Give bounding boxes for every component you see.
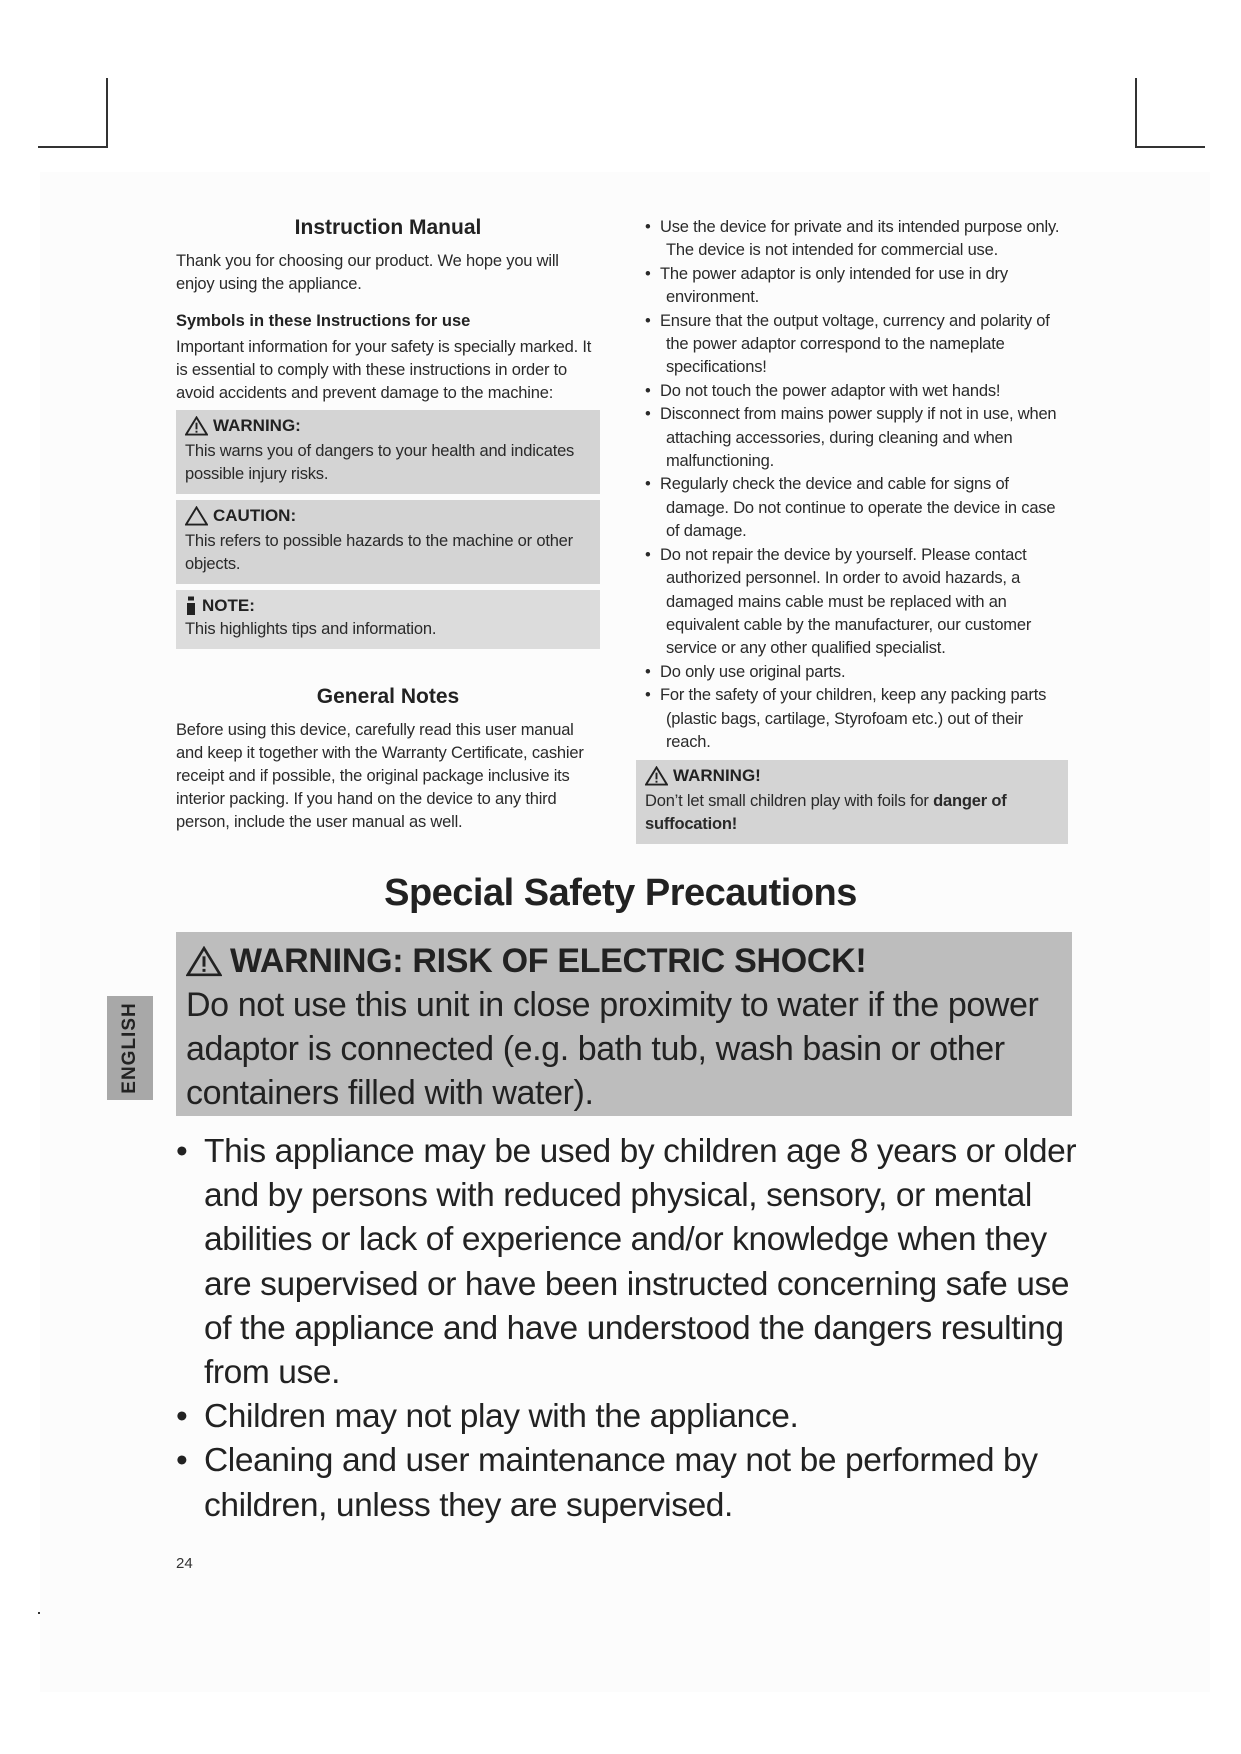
list-item: • Do not touch the power adaptor with wet hands! xyxy=(636,380,1068,403)
list-item: • For the safety of your children, keep any packing parts (plastic bags, cartilage, Styrofoam etc.) out of their reach. xyxy=(636,684,1068,754)
list-item: • Regularly check the device and cable for signs of damage. Do not continue to operate the device in case of damage. xyxy=(636,473,1068,543)
list-item-text: This appliance may be used by children age 8 years or older and by persons with reduced physical, sensory, or mental abilities or lack of experience and/or knowledge when they are supervised or have been instructed concerning safe use of the appliance and have understood the dangers resulting from use. xyxy=(204,1133,1077,1392)
list-item: • Do only use original parts. xyxy=(636,661,1068,684)
list-item xyxy=(176,1130,1096,1395)
crop-mark xyxy=(1135,78,1137,148)
warning-triangle-icon xyxy=(645,766,668,786)
bullet-dot: • xyxy=(176,1442,188,1480)
caution-triangle-icon xyxy=(185,506,208,526)
warning-box-head xyxy=(185,416,591,436)
list-item: • The power adaptor is only intended for use in dry environment. xyxy=(636,263,1068,310)
general-notes-text: Before using this device, carefully read this user manual and keep it together with the Warranty Certificate, cashier receipt and if possible, the original package inclusive its interior packing. If you hand on the device to any third person, include the user manual as well. xyxy=(176,721,584,831)
electric-shock-warning-box xyxy=(176,932,1072,1116)
list-item: • Use the device for private and its intended purpose only. The device is not intended for commercial use. xyxy=(636,216,1068,263)
children-safety-list xyxy=(176,1130,1096,1528)
note-box-text: This highlights tips and information. xyxy=(185,620,437,638)
electric-shock-warning-head xyxy=(186,942,1062,981)
caution-box-label: CAUTION: xyxy=(213,506,297,525)
suffocation-warning-text-plain: Don’t let small children play with foils for xyxy=(645,792,934,811)
warning-box-text: This warns you of dangers to your health and indicates possible injury risks. xyxy=(185,442,575,483)
warning-triangle-icon xyxy=(185,416,208,436)
symbols-text: Important information for your safety is specially marked. It is essential to comply with these instructions in order to avoid accidents and prevent damage to the machine: xyxy=(176,338,592,402)
list-item: • Disconnect from mains power supply if not in use, when attaching accessories, during cleaning and when malfunctioning. xyxy=(636,403,1068,473)
caution-box-text: This refers to possible hazards to the machine or other objects. xyxy=(185,532,573,573)
suffocation-warning-box xyxy=(636,760,1068,844)
page-number: 24 xyxy=(176,1555,193,1572)
special-safety-title: Special Safety Precautions xyxy=(384,872,857,914)
caution-box-head xyxy=(185,506,591,526)
suffocation-warning-head xyxy=(645,766,1059,786)
warning-box-label: WARNING: xyxy=(213,416,301,435)
warning-box xyxy=(176,410,600,494)
crop-mark xyxy=(38,146,108,148)
list-item xyxy=(176,1395,1096,1439)
safety-bullet-list xyxy=(636,216,1068,754)
suffocation-warning-text xyxy=(645,790,1059,836)
general-notes-title: General Notes xyxy=(316,685,460,708)
language-tab xyxy=(107,996,153,1100)
info-icon xyxy=(185,596,197,616)
symbols-heading: Symbols in these Instructions for use xyxy=(176,312,471,330)
note-box-label: NOTE: xyxy=(202,596,255,615)
note-box xyxy=(176,590,600,649)
right-column xyxy=(636,216,1068,844)
electric-shock-warning-text: Do not use this unit in close proximity to water if the power adaptor is connected (e.g. bath tub, wash basin or other containers filled with water). xyxy=(186,986,1039,1112)
suffocation-warning-label: WARNING! xyxy=(673,766,761,786)
suffocation-warning-text-bold: danger of suffocation! xyxy=(645,792,1007,834)
crop-mark xyxy=(1135,146,1205,148)
bullet-dot: • xyxy=(176,1398,188,1436)
warning-triangle-icon xyxy=(186,946,222,977)
electric-shock-warning-label: WARNING: RISK OF ELECTRIC SHOCK! xyxy=(230,942,867,980)
instruction-manual-title: Instruction Manual xyxy=(294,216,482,239)
list-item: • Do not repair the device by yourself. Please contact authorized personnel. In order to avoid hazards, a damaged mains cable must be replaced with an equivalent cable by the manufacturer, our customer service or any other qualified specialist. xyxy=(636,544,1068,661)
list-item-text: Children may not play with the appliance. xyxy=(204,1398,799,1436)
note-box-head xyxy=(185,596,591,616)
left-column xyxy=(176,216,600,834)
list-item: • Ensure that the output voltage, currency and polarity of the power adaptor correspond to the nameplate specifications! xyxy=(636,310,1068,380)
caution-box xyxy=(176,500,600,584)
intro-text: Thank you for choosing our product. We hope you will enjoy using the appliance. xyxy=(176,252,559,293)
language-tab-label: ENGLISH xyxy=(119,1002,140,1094)
crop-mark xyxy=(106,78,108,148)
list-item xyxy=(176,1439,1096,1527)
list-item-text: Cleaning and user maintenance may not be performed by children, unless they are supervised. xyxy=(204,1442,1038,1524)
bullet-dot: • xyxy=(176,1133,188,1170)
